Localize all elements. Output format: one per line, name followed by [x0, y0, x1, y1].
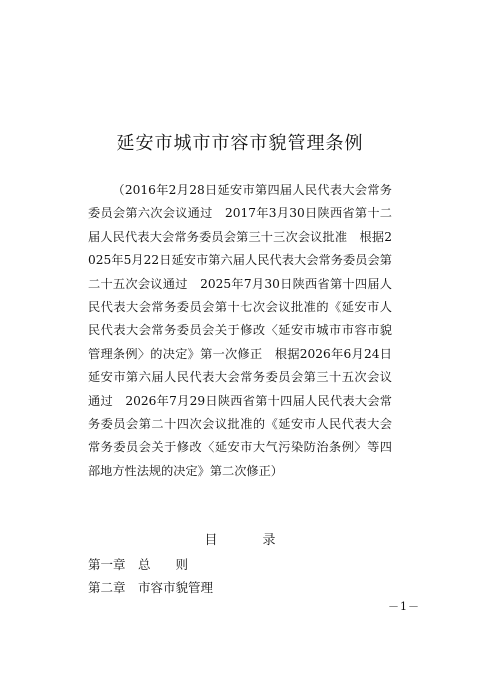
page-number: －1－ [388, 600, 420, 613]
toc-title: 目 录 [204, 533, 292, 548]
enactment-note: （2016年2月28日延安市第四届人民代表大会常务委员会第六次会议通过 2017年3月30日陕西省第十二届人民代表大会常务委员会第三十三次会议批准 根据2025年5月22日延安市第六届人民代表大会常务委员会第二十五次会议通过 2025年7月30日陕西省第十四届人民代表大会常务委员会第十七次会议批准的《延安市人民代表大会常务委员会关于修改〈延安市城市市容市貌管理条例〉的决定》第一次修正 根据2026年6月24日延安市第六届人民代表大会常务委员会第三十五次会议通过 2026年7月29日陕西省第十四届人民代表大会常务委员会第二十四次会议批准的《延安市人民代表大会常务委员会关于修改〈延安市大气污染防治条例〉等四部地方性法规的决定》第二次修正） [88, 183, 392, 478]
toc-list [88, 553, 392, 599]
toc-item: 第一章 总 则 [88, 557, 189, 572]
toc-item: 第二章 市容市貌管理 [88, 580, 214, 595]
document-title: 延安市城市市容市貌管理条例 [116, 133, 364, 154]
